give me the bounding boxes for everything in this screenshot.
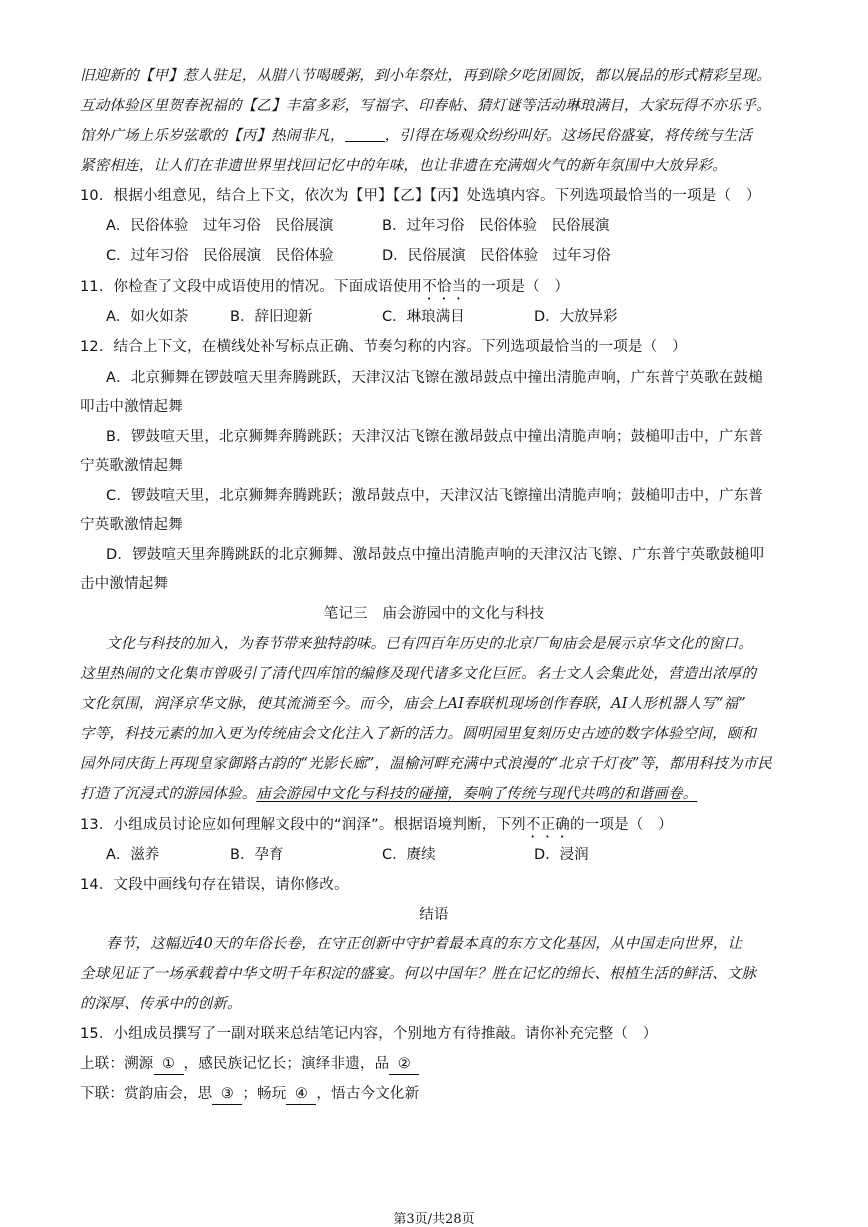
q13-option-b: B．孕育	[230, 847, 284, 863]
section-title: 结语	[419, 907, 449, 923]
question-11-stem: 11．你检查了文段中成语使用的情况。下面成语使用不恰当的一项是（ ）	[80, 279, 570, 295]
couplet-blank: ②	[389, 1054, 419, 1075]
couplet-blank: ③	[212, 1084, 242, 1105]
passage-line: 文化氛围，润泽京华文脉，使其流淌至今。而今，庙会上AI春联机现场创作春联，AI人形机器人写“福”	[80, 696, 746, 712]
q10-option-b: B．过年习俗 民俗体验 民俗展演	[382, 218, 610, 234]
passage-line: 这里热闹的文化集市曾吸引了清代四库馆的编修及现代诸多文化巨匠。名士文人会集此处，营造出浓厚的	[80, 666, 757, 682]
couplet-lower: 下联：赏韵庙会，思 ③ ；畅玩 ④ ，悟古今文化新	[80, 1084, 800, 1105]
q13-option-c: C．赓续	[382, 847, 436, 863]
question-13-stem: 13．小组成员讨论应如何理解文段中的“润泽”。根据语境判断，下列不正确的一项是（ ）	[80, 817, 673, 833]
passage-line: 园外同庆街上再现皇家御路古韵的“光影长廊”，温榆河畔充满中式浪漫的“北京千灯夜”等，都用科技为市民	[80, 756, 772, 772]
q12-option-d-cont: 击中激情起舞	[80, 576, 169, 592]
passage-line: 字等，科技元素的加入更为传统庙会文化注入了新的活力。圆明园里复刻历史古迹的数字体验空间，颐和	[80, 726, 757, 742]
section-title: 笔记三 庙会游园中的文化与科技	[323, 606, 545, 622]
q11-option-c: C．琳琅满目	[382, 309, 465, 325]
q10-option-d: D．民俗展演 民俗体验 过年习俗	[382, 248, 611, 264]
q12-option-b-cont: 宁英歌激情起舞	[80, 458, 183, 474]
passage-line: 馆外广场上乐岁弦歌的【丙】热闹非凡， ，引得在场观众纷纷叫好。这场民俗盛宴，将传统与生活	[80, 128, 753, 144]
q10-option-c: C．过年习俗 民俗展演 民俗体验	[106, 248, 334, 264]
q13-option-a: A．滋养	[106, 847, 160, 863]
underlined-sentence: 庙会游园中文化与科技的碰撞，奏响了传统与现代共鸣的和谐画卷。	[256, 786, 698, 802]
passage-line: 打造了沉浸式的游园体验。庙会游园中文化与科技的碰撞，奏响了传统与现代共鸣的和谐画卷。	[80, 786, 698, 802]
q12-option-a: A．北京狮舞在锣鼓喧天里奔腾跳跃，天津汉沽飞镲在激昂鼓点中撞出清脆声响，广东普宁英歌在鼓槌	[106, 370, 763, 386]
q12-option-c-cont: 宁英歌激情起舞	[80, 517, 183, 533]
question-10-stem: 10．根据小组意见，结合上下文，依次为【甲】【乙】【丙】处选填内容。下列选项最恰当的一项是（ ）	[80, 188, 761, 204]
q10-option-a: A．民俗体验 过年习俗 民俗展演	[106, 218, 334, 234]
passage-line: 全球见证了一场承载着中华文明千年积淀的盛宴。何以中国年？胜在记忆的绵长、根植生活的鲜活、文脉	[80, 966, 757, 982]
q12-option-b: B．锣鼓喧天里，北京狮舞奔腾跳跃；天津汉沽飞镲在激昂鼓点中撞出清脆声响；鼓槌叩击中，广东普	[106, 429, 763, 445]
couplet-blank: ①	[154, 1054, 184, 1075]
q13-option-d: D．浸润	[534, 847, 589, 863]
passage-line: 文化与科技的加入，为春节带来独特韵味。已有四百年历史的北京厂甸庙会是展示京华文化的窗口。	[106, 636, 753, 652]
passage-line: 的深厚、传承中的创新。	[80, 996, 242, 1012]
page-number: 第3页/共28页	[393, 1212, 475, 1227]
q12-option-a-cont: 叩击中激情起舞	[80, 399, 183, 415]
passage-line: 互动体验区里贺春祝福的【乙】丰富多彩，写福字、印春帖、猜灯谜等活动琳琅满目，大家玩得不亦乐乎。	[80, 98, 771, 114]
q11-option-b: B．辞旧迎新	[230, 309, 313, 325]
couplet-blank: ④	[286, 1084, 316, 1105]
question-14-stem: 14．文段中画线句存在错误，请你修改。	[80, 877, 349, 893]
passage-line: 春节，这幅近40天的年俗长卷，在守正创新中守护着最本真的东方文化基因，从中国走向世界，让	[106, 936, 743, 952]
q12-option-d: D．锣鼓喧天里奔腾跳跃的北京狮舞、激昂鼓点中撞出清脆声响的天津汉沽飞镲、广东普宁英歌鼓槌叩	[106, 547, 765, 563]
question-12-stem: 12．结合上下文，在横线处补写标点正确、节奏匀称的内容。下列选项最恰当的一项是（ ）	[80, 339, 687, 355]
q11-option-d: D．大放异彩	[534, 309, 618, 325]
question-15-stem: 15．小组成员撰写了一副对联来总结笔记内容，个别地方有待推敲。请你补充完整（ ）	[80, 1026, 658, 1042]
answer-blank	[345, 127, 385, 142]
passage-line: 旧迎新的【甲】惹人驻足，从腊八节喝暖粥，到小年祭灶，再到除夕吃团圆饭，都以展品的形式精彩呈现。	[80, 68, 771, 84]
q12-option-c: C．锣鼓喧天里，北京狮舞奔腾跳跃；激昂鼓点中，天津汉沽飞镲撞出清脆声响；鼓槌叩击中，广东普	[106, 488, 764, 504]
passage-line: 紧密相连，让人们在非遗世界里找回记忆中的年味，也让非遗在充满烟火气的新年氛围中大放异彩。	[80, 158, 727, 174]
couplet-upper: 上联：溯源 ① ，感民族记忆长；演绎非遗，品 ②	[80, 1054, 800, 1075]
q11-option-a: A．如火如荼	[106, 309, 189, 325]
